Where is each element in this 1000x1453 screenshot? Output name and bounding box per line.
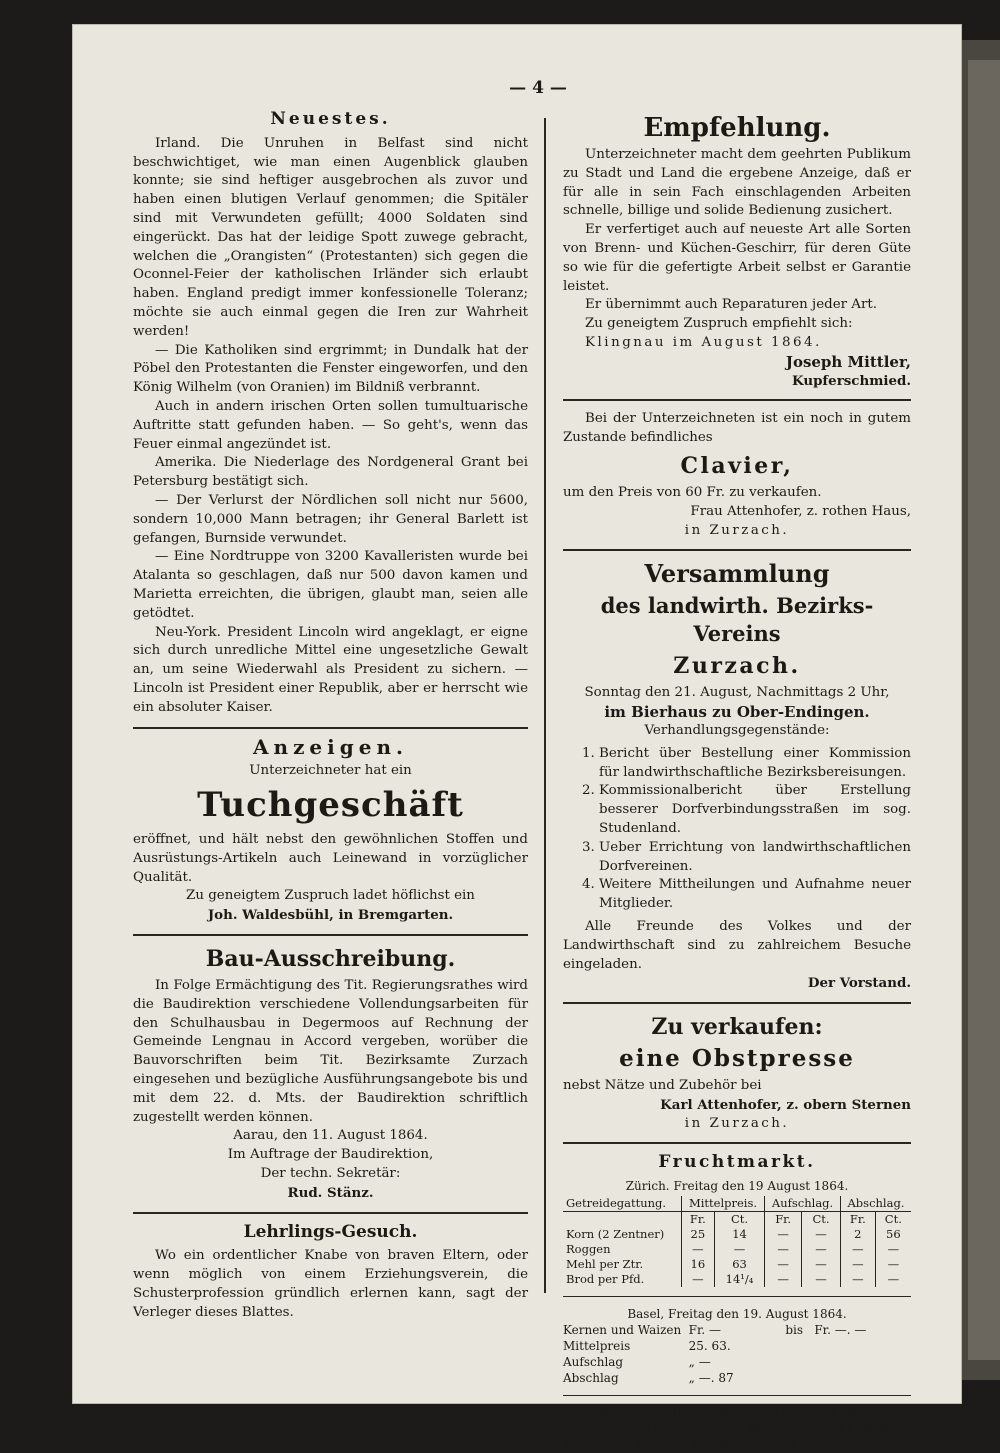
clavier-name: Frau Attenhofer, z. rothen Haus,: [690, 503, 911, 519]
empfehlung-p2: Er verfertiget auch auf neueste Art alle Sorten von Brenn- und Küchen-Geschirr, für deren Güte so wie für die gefertigte Arbeit selbst er Garantie leistet.: [563, 222, 911, 294]
verkauf-body: nebst Nätze und Zubehör bei: [563, 1078, 762, 1094]
section-rule: [133, 934, 528, 936]
agenda-list: [563, 745, 911, 914]
basel-cell: „ —: [688, 1355, 711, 1370]
table-cell: —: [875, 1257, 911, 1272]
zurich-line: Zürich. Freitag den 19 August 1864.: [625, 1179, 849, 1194]
basel-cell: 25. 63.: [688, 1339, 731, 1354]
versammlung-subtitle: des landwirth. Bezirks-Vereins: [600, 593, 874, 647]
versammlung-sign: Der Vorstand.: [807, 975, 911, 992]
versammlung-place: Zurzach.: [673, 653, 801, 680]
versammlung-title: Versammlung: [644, 559, 830, 589]
versammlung-when: Sonntag den 21. August, Nachmittags 2 Uhr,: [584, 685, 890, 701]
basel-prices: [563, 1322, 911, 1386]
table-row: [563, 1257, 911, 1272]
basel-cell: Aufschlag: [563, 1355, 624, 1370]
table-cell: —: [765, 1272, 802, 1287]
table-cell: Brod per Pfd.: [566, 1272, 645, 1287]
table-cell: 25: [681, 1227, 714, 1242]
empfehlung-p3: Er übernimmt auch Reparaturen jeder Art.: [585, 297, 877, 313]
table-subheader: Fr.: [681, 1212, 714, 1228]
table-cell: —: [765, 1242, 802, 1257]
table-cell: —: [765, 1227, 802, 1242]
bau-name: Rud. Stänz.: [287, 1184, 374, 1201]
basel-cell: bis: [785, 1323, 804, 1338]
table-subheader: Fr.: [840, 1212, 875, 1228]
agenda-title: Verhandlungsgegenstände:: [644, 722, 830, 738]
bau-sekretaer: Der techn. Sekretär:: [260, 1166, 401, 1182]
agenda-item: 4. Weitere Mittheilungen und Aufnahme neuer Mitglieder.: [599, 876, 911, 914]
basel-line: Basel, Freitag den 19. August 1864.: [627, 1307, 847, 1322]
tuch-signer: Joh. Waldesbühl, in Bremgarten.: [207, 907, 454, 924]
versammlung-where: im Bierhaus zu Ober-Endingen.: [604, 703, 870, 722]
lehrling-body: Wo ein ordentlicher Knabe von braven Eltern, oder wenn möglich von einem Erziehungsverein, die Schusterprofession gründlich erlernen kann, sagt der Verleger dieses Blattes.: [133, 1248, 528, 1320]
empfehlung-name: Joseph Mittler,: [785, 352, 911, 371]
verkauf-heading: Zu verkaufen:: [651, 1014, 823, 1041]
table-cell: Mehl per Ztr.: [566, 1257, 644, 1272]
empfehlung-trade: Kupferschmied.: [791, 372, 911, 389]
neuestes-katholiken: — Die Katholiken sind ergrimmt; in Dundalk hat der Pöbel den Protestanten die Fenster eingeworfen, und den König Wilhelm (von Oranien) im Bildniß verbrannt.: [133, 342, 528, 396]
neuestes-new-york: Neu-York. President Lincoln wird angeklagt, er eigne sich durch unredliche Mittel eine ungesetzliche Gewalt an, um seine Wiederwahl als President zu sichern. — Lincoln ist President einer Republik, aber er herrscht wie ein absoluter Kaiser.: [133, 624, 528, 715]
table-cell: 2: [840, 1227, 875, 1242]
fruchtmarkt-heading: Fruchtmarkt.: [658, 1152, 816, 1173]
neuestes-amerika: Amerika. Die Niederlage des Nordgeneral Grant bei Petersburg bestätigt sich.: [133, 455, 528, 490]
table-subheader: Ct.: [875, 1212, 911, 1228]
empfehlung-heading: Empfehlung.: [643, 113, 831, 143]
basel-cell: „ —. 87: [688, 1371, 734, 1386]
clavier-title: Clavier,: [680, 452, 794, 479]
verkauf-name: Karl Attenhofer, z. obern Sternen: [660, 1096, 911, 1113]
neuestes-irland: Irland. Die Unruhen in Belfast sind nicht beschwichtiget, wie man einen Augenblick glauben konnte; sie sind heftiger ausgebrochen als zuvor und haben einen blutigen Verlauf genommen; die Spitäler sind mit Verwundeten gefüllt; 4000 Soldaten sind eingerückt. Das hat der leidige Spott zuwege gebracht, welchen die „Orangisten“ (Protestanten) sich gegen die Oconnel-Feier der katholischen Irländer sich erlaubt haben. England predigt immer konfessionelle Toleranz; möchte sie auch einmal gegen die Iren zur Wahrheit werden!: [133, 135, 528, 339]
basel-cell: Fr. —. —: [814, 1323, 867, 1338]
table-row: [563, 1242, 911, 1257]
adjacent-page-shadow: [968, 60, 1000, 1360]
clavier-intro: Bei der Unterzeichneten ist ein noch in gutem Zustande befindliches: [563, 411, 911, 446]
table-subheader: Ct.: [714, 1212, 764, 1228]
table-cell: —: [840, 1242, 875, 1257]
agenda-item: 1. Bericht über Bestellung einer Kommission für landwirthschaftliche Bezirksbereisungen.: [599, 745, 911, 783]
anzeigen-heading: Anzeigen.: [253, 734, 408, 759]
neuestes-orte: Auch in andern irischen Orten sollen tumultuarische Auftritte statt gefunden haben. — So geht's, wenn das Feuer einmal angezündet ist.: [133, 398, 528, 452]
neuestes-heading: Neuestes.: [270, 109, 391, 129]
table-cell: 56: [875, 1227, 911, 1242]
bau-date: Aarau, den 11. August 1864.: [233, 1128, 428, 1144]
neuestes-nordtruppe: — Eine Nordtruppe von 3200 Kavalleristen wurde bei Atalanta so geschlagen, daß nur 500 davon kamen und Marietta erreichten, die übrigen, glaubt man, seien alle getödtet.: [133, 549, 528, 621]
clavier-place: in Zurzach.: [684, 522, 790, 538]
table-cell: —: [802, 1242, 841, 1257]
versammlung-invite: Alle Freunde des Volkes und der Landwirthschaft sind zu zahlreichem Besuche eingeladen.: [563, 918, 911, 972]
right-column: [563, 110, 911, 1453]
table-header: Aufschlag.: [765, 1196, 841, 1212]
table-cell: 63: [714, 1257, 764, 1272]
empfehlung-place: Klingnau im August 1864.: [585, 334, 822, 350]
section-rule: [133, 727, 528, 729]
tuch-closing: Zu geneigtem Zuspruch ladet höflichst ein: [186, 888, 475, 904]
bau-heading: Bau-Ausschreibung.: [205, 946, 456, 973]
table-cell: —: [681, 1272, 714, 1287]
table-cell: —: [802, 1272, 841, 1287]
table-cell: —: [714, 1242, 764, 1257]
empfehlung-p1: Unterzeichneter macht dem geehrten Publikum zu Stadt und Land die ergebene Anzeige, daß er für alle in sein Fach einschlagenden Arbeiten schnelle, billige und solide Bedienung zusichert.: [563, 147, 911, 219]
section-rule: [563, 1296, 911, 1297]
table-header: Abschlag.: [840, 1196, 911, 1212]
rorschach-sold: Verkauft 2510 Doppelzentner. Mittelpreis 27 Fr. 94 Rp.: [563, 1422, 900, 1437]
table-cell: —: [840, 1257, 875, 1272]
page-number: — 4 —: [509, 78, 567, 98]
table-cell: —: [802, 1227, 841, 1242]
rorschach-line: Rorschach, Donnerstag den 18 August 1864.: [600, 1406, 874, 1421]
table-cell: —: [802, 1257, 841, 1272]
table-row: [563, 1272, 911, 1287]
table-cell: 14: [714, 1227, 764, 1242]
bau-auftrag: Im Auftrage der Baudirektion,: [227, 1147, 434, 1163]
basel-cell: Kernen und Waizen: [563, 1323, 682, 1338]
table-cell: Korn (2 Zentner): [566, 1227, 665, 1242]
table-cell: —: [840, 1272, 875, 1287]
left-column: [133, 110, 528, 1323]
section-rule: [563, 399, 911, 401]
table-cell: 14¹/₄: [714, 1272, 764, 1287]
column-divider: [544, 118, 546, 1293]
tuchgeschaeft-title: Tuchgeschäft: [197, 785, 464, 826]
basel-cell: Abschlag: [563, 1371, 619, 1386]
table-cell: 16: [681, 1257, 714, 1272]
rorschach-changes: Aufschlag – Fr. – Rp. Abschlag – Fr. 99: [563, 1438, 797, 1453]
table-row: [563, 1227, 911, 1242]
section-rule: [563, 1002, 911, 1004]
table-cell: —: [875, 1272, 911, 1287]
agenda-item: 2. Kommissionalbericht über Erstellung besserer Dorfverbindungsstraßen im sog. Studenland.: [599, 782, 911, 838]
section-rule: [563, 1395, 911, 1396]
empfehlung-p4: Zu geneigtem Zuspruch empfiehlt sich:: [585, 316, 853, 332]
basel-cell: Fr. —: [688, 1323, 722, 1338]
agenda-item: 3. Ueber Errichtung von landwirthschaftlichen Dorfvereinen.: [599, 839, 911, 877]
section-rule: [133, 1212, 528, 1214]
bau-body: In Folge Ermächtigung des Tit. Regierungsrathes wird die Baudirektion verschiedene Vollendungsarbeiten für den Schulhausbau in Degermoos auf Rechnung der Gemeinde Lengnau in Accord vergeben, worüber die Bauvorschriften beim Tit. Bezirksamte Zurzach eingesehen und bezügliche Ausführungsangebote bis und mit dem 22. d. Mts. der Baudirektion schriftlich zugestellt werden können.: [133, 978, 528, 1125]
table-header: Mittelpreis.: [681, 1196, 764, 1212]
obstpresse-title: eine Obstpresse: [619, 1045, 855, 1073]
verkauf-place: in Zurzach.: [684, 1115, 790, 1131]
table-cell: —: [681, 1242, 714, 1257]
basel-cell: Mittelpreis: [563, 1339, 631, 1354]
section-rule: [563, 1142, 911, 1144]
tuch-intro: Unterzeichneter hat ein: [249, 763, 412, 779]
table-cell: —: [875, 1242, 911, 1257]
section-rule: [563, 549, 911, 551]
lehrling-heading: Lehrlings-Gesuch.: [243, 1221, 418, 1242]
zurich-price-table: [563, 1196, 911, 1287]
table-cell: —: [765, 1257, 802, 1272]
neuestes-verlurst: — Der Verlurst der Nördlichen soll nicht nur 5600, sondern 10,000 Mann betragen; ihr General Barlett ist gefangen, Burnside verwundet.: [133, 492, 528, 546]
clavier-price: um den Preis von 60 Fr. zu verkaufen.: [563, 484, 822, 500]
table-cell: Roggen: [566, 1242, 611, 1257]
tuch-body: eröffnet, und hält nebst den gewöhnlichen Stoffen und Ausrüstungs-Artikeln auch Leinewand in vorzüglicher Qualität.: [133, 832, 528, 885]
table-subheader: Fr.: [765, 1212, 802, 1228]
table-subheader: Ct.: [802, 1212, 841, 1228]
table-header: Getreidegattung.: [563, 1196, 681, 1212]
